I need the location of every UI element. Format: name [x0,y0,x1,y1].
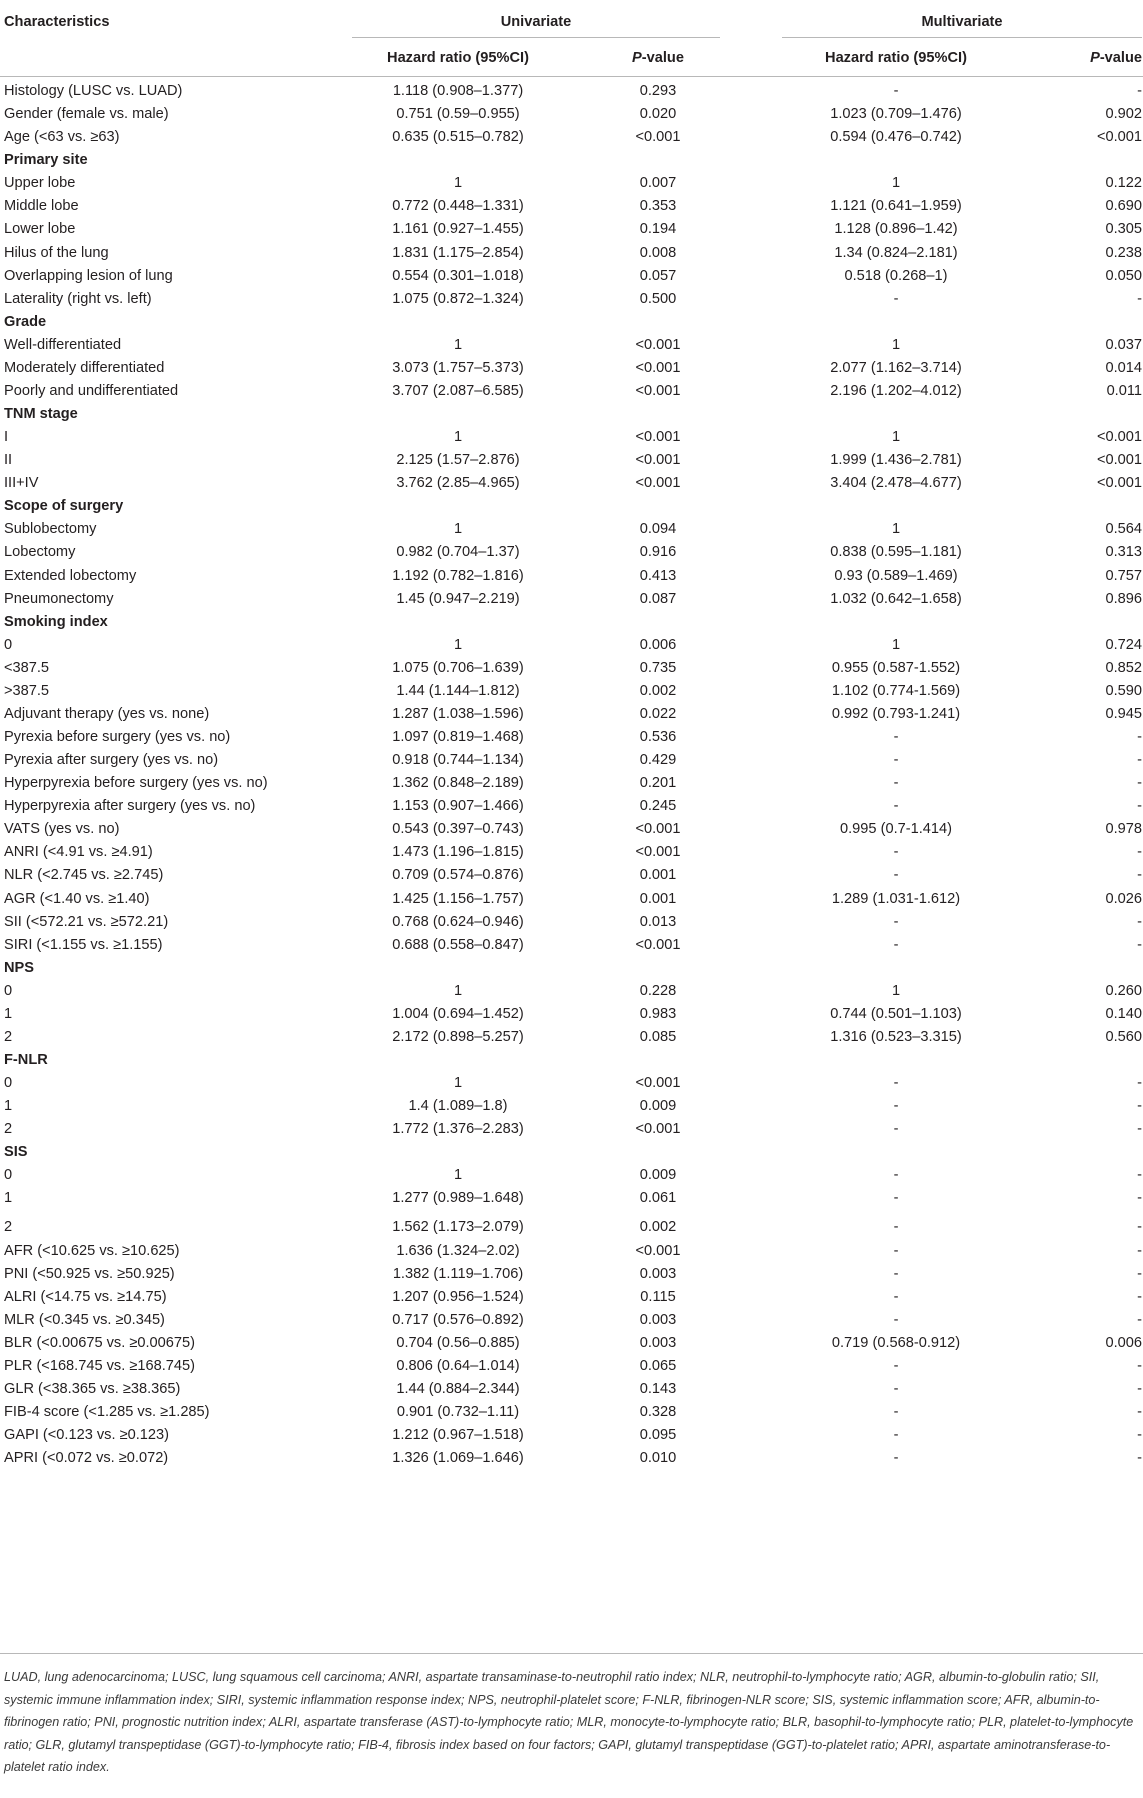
univariate-p-cell: 0.006 [639,636,677,653]
header-bottom-rule [0,76,1143,77]
header-group-rule-univariate [352,37,720,38]
row-label: Pyrexia before surgery (yes vs. no) [4,729,231,745]
univariate-p-cell: <0.001 [635,429,681,446]
univariate-hr-cell: 1 [453,982,463,999]
row-label: ANRI (<4.91 vs. ≥4.91) [4,844,153,861]
multivariate-hr-cell: 1 [891,175,901,192]
multivariate-hr-cell: 1.023 (0.709–1.476) [830,106,962,123]
header-univariate: Univariate [500,14,572,30]
univariate-p-cell: 0.002 [639,682,677,699]
univariate-hr-cell: 1 [453,521,463,538]
multivariate-hr-cell: - [893,1357,899,1374]
multivariate-p-cell: 0.564 [1105,521,1142,538]
univariate-hr-cell: 1.4 (1.089–1.8) [408,1098,508,1115]
header-multivariate-hr: Hazard ratio (95%CI) [825,50,967,66]
univariate-hr-cell: 1.287 (1.038–1.596) [392,705,524,722]
univariate-hr-cell: 0.554 (0.301–1.018) [392,267,524,284]
univariate-p-cell: 0.022 [639,705,677,722]
univariate-p-cell: 0.001 [639,867,677,884]
section-label: Scope of surgery [4,498,124,515]
univariate-hr-cell: 1.075 (0.706–1.639) [392,659,524,676]
multivariate-p-cell: - [1137,1357,1142,1374]
univariate-p-cell: <0.001 [635,336,681,353]
multivariate-p-cell: - [1137,1380,1142,1397]
multivariate-p-cell: - [1137,1219,1142,1236]
multivariate-hr-cell: 0.995 (0.7-1.414) [840,821,952,838]
multivariate-p-cell: <0.001 [1096,452,1142,469]
multivariate-p-cell: - [1137,867,1142,884]
univariate-p-cell: 0.328 [639,1404,677,1420]
univariate-p-cell: 0.429 [639,752,677,768]
univariate-hr-cell: 1.44 (1.144–1.812) [396,682,520,699]
univariate-p-cell: 0.245 [639,798,677,815]
multivariate-hr-cell: - [893,798,899,815]
univariate-p-cell: 0.085 [639,1028,677,1045]
multivariate-hr-cell: 1.121 (0.641–1.959) [830,198,962,215]
multivariate-hr-cell: 1.102 (0.774-1.569) [831,682,961,699]
multivariate-p-cell: 0.140 [1105,1005,1142,1022]
row-label: 2 [4,1219,13,1236]
row-label: Middle lobe [4,198,79,215]
univariate-p-cell: 0.536 [639,729,677,745]
univariate-hr-cell: 0.806 (0.64–1.014) [396,1357,520,1374]
row-label: 0 [4,1075,13,1091]
multivariate-p-cell: <0.001 [1096,129,1142,146]
univariate-hr-cell: 1 [453,1075,463,1091]
univariate-hr-cell: 1.075 (0.872–1.324) [392,290,524,307]
univariate-p-cell: 0.009 [639,1098,677,1115]
row-label: Overlapping lesion of lung [4,267,173,284]
row-label: Sublobectomy [4,521,97,538]
univariate-hr-cell: 0.751 (0.59–0.955) [396,106,520,123]
multivariate-p-cell: 0.590 [1105,682,1142,699]
header-p-rest: -value [1099,50,1142,66]
univariate-p-cell: 0.115 [640,1288,676,1305]
univariate-p-cell: <0.001 [635,936,681,953]
multivariate-p-cell: - [1137,844,1142,861]
multivariate-p-cell: 0.122 [1105,175,1142,192]
row-label: <387.5 [4,659,50,676]
multivariate-p-cell: - [1137,1311,1142,1328]
univariate-p-cell: 0.916 [639,544,677,561]
univariate-hr-cell: 1.207 (0.956–1.524) [392,1288,524,1305]
multivariate-p-cell: 0.945 [1105,705,1142,722]
univariate-hr-cell: 1.153 (0.907–1.466) [392,798,524,815]
multivariate-hr-cell: - [893,1380,899,1397]
univariate-p-cell: <0.001 [635,382,681,399]
section-label: Primary site [4,152,88,169]
univariate-hr-cell: 1.562 (1.173–2.079) [392,1219,524,1236]
multivariate-hr-cell: - [893,83,899,99]
row-label: GAPI (<0.123 vs. ≥0.123) [4,1427,169,1444]
multivariate-p-cell: - [1137,752,1142,768]
univariate-hr-cell: 1.636 (1.324–2.02) [396,1242,520,1259]
header-p-italic: P [1090,50,1100,66]
row-label: Hyperpyrexia after surgery (yes vs. no) [4,798,256,815]
row-label: AFR (<10.625 vs. ≥10.625) [4,1242,180,1259]
univariate-p-cell: 0.003 [639,1265,677,1282]
header-p-rest: -value [641,50,684,66]
univariate-hr-cell: 0.768 (0.624–0.946) [392,913,524,930]
multivariate-hr-cell: 0.594 (0.476–0.742) [830,129,962,146]
row-label: FIB-4 score (<1.285 vs. ≥1.285) [4,1404,210,1420]
multivariate-hr-cell: 3.404 (2.478–4.677) [830,475,962,492]
row-label: AGR (<1.40 vs. ≥1.40) [4,890,150,907]
univariate-hr-cell: 1.192 (0.782–1.816) [392,567,524,584]
univariate-hr-cell: 1.277 (0.989–1.648) [392,1190,524,1207]
univariate-p-cell: 0.003 [639,1311,677,1328]
univariate-hr-cell: 1 [453,175,463,192]
univariate-hr-cell: 2.125 (1.57–2.876) [396,452,520,469]
univariate-p-cell: <0.001 [635,475,681,492]
univariate-hr-cell: 1 [453,429,463,446]
row-label: 2 [4,1028,13,1045]
row-label: 1 [4,1098,13,1115]
multivariate-p-cell: 0.006 [1105,1334,1142,1351]
multivariate-p-cell: 0.313 [1105,544,1142,561]
multivariate-hr-cell: 0.992 (0.793-1.241) [831,705,961,722]
multivariate-hr-cell: 1.316 (0.523–3.315) [830,1028,962,1045]
multivariate-p-cell: - [1137,936,1142,953]
row-label: Lower lobe [4,221,76,238]
univariate-p-cell: <0.001 [635,1121,681,1138]
multivariate-hr-cell: 1.999 (1.436–2.781) [830,452,962,469]
row-label: PNI (<50.925 vs. ≥50.925) [4,1265,175,1282]
row-label: II [4,452,13,469]
multivariate-hr-cell: - [893,1404,899,1420]
multivariate-hr-cell: 1 [891,336,901,353]
multivariate-p-cell: - [1137,775,1142,792]
multivariate-hr-cell: 1 [891,982,901,999]
multivariate-hr-cell: - [893,290,899,307]
multivariate-hr-cell: - [893,1427,899,1444]
univariate-hr-cell: 1 [453,1167,463,1184]
univariate-hr-cell: 1.097 (0.819–1.468) [392,729,524,745]
multivariate-p-cell: - [1137,1450,1142,1467]
multivariate-p-cell: - [1137,1167,1142,1184]
multivariate-hr-cell: - [893,913,899,930]
multivariate-p-cell: 0.260 [1105,982,1142,999]
univariate-p-cell: 0.735 [639,659,677,676]
row-label: Pyrexia after surgery (yes vs. no) [4,752,219,768]
multivariate-hr-cell: 1.34 (0.824–2.181) [834,244,958,261]
row-label: Extended lobectomy [4,567,137,584]
univariate-hr-cell: 1.118 (0.908–1.377) [392,83,524,99]
multivariate-hr-cell: - [893,1311,899,1328]
univariate-p-cell: 0.013 [639,913,677,930]
multivariate-p-cell: 0.011 [1106,382,1142,399]
multivariate-hr-cell: - [893,775,899,792]
row-label: MLR (<0.345 vs. ≥0.345) [4,1311,165,1328]
multivariate-p-cell: 0.560 [1105,1028,1142,1045]
univariate-p-cell: 0.002 [639,1219,677,1236]
row-label: Gender (female vs. male) [4,106,169,123]
univariate-p-cell: 0.001 [639,890,677,907]
section-label: TNM stage [4,406,78,422]
row-label: 0 [4,1167,13,1184]
multivariate-hr-cell: - [893,844,899,861]
univariate-hr-cell: 0.772 (0.448–1.331) [392,198,524,215]
multivariate-hr-cell: - [893,1167,899,1184]
univariate-p-cell: <0.001 [635,129,681,146]
row-label: ALRI (<14.75 vs. ≥14.75) [4,1288,167,1305]
univariate-p-cell: 0.009 [639,1167,677,1184]
section-label: Grade [4,313,47,330]
multivariate-p-cell: - [1137,729,1142,745]
multivariate-p-cell: <0.001 [1096,475,1142,492]
univariate-hr-cell: 1.425 (1.156–1.757) [392,890,524,907]
header-univariate-p [596,48,720,68]
multivariate-hr-cell: 0.838 (0.595–1.181) [830,544,962,561]
header-multivariate: Multivariate [921,14,1003,30]
univariate-hr-cell: 1.362 (0.848–2.189) [392,775,524,792]
univariate-hr-cell: 0.709 (0.574–0.876) [392,867,524,884]
multivariate-hr-cell: - [893,1288,899,1305]
row-label: I [4,429,9,446]
multivariate-hr-cell: - [893,1098,899,1115]
univariate-hr-cell: 1.772 (1.376–2.283) [392,1121,524,1138]
multivariate-hr-cell: 0.93 (0.589–1.469) [834,567,958,584]
section-label: SIS [4,1144,28,1161]
row-label: Histology (LUSC vs. LUAD) [4,83,183,99]
univariate-hr-cell: 2.172 (0.898–5.257) [392,1028,524,1045]
univariate-hr-cell: 0.704 (0.56–0.885) [396,1334,520,1351]
row-label: 1 [4,1190,13,1207]
row-label: APRI (<0.072 vs. ≥0.072) [4,1450,169,1467]
univariate-p-cell: 0.020 [639,106,677,123]
univariate-p-cell: 0.413 [639,567,677,584]
multivariate-p-cell: <0.001 [1096,429,1142,446]
multivariate-hr-cell: - [893,1121,899,1138]
table-bottom-rule [0,1653,1143,1654]
univariate-p-cell: 0.500 [639,290,677,307]
row-label: Pneumonectomy [4,590,114,607]
multivariate-p-cell: 0.050 [1105,267,1142,284]
multivariate-p-cell: - [1137,1288,1142,1305]
univariate-p-cell: 0.007 [639,175,677,192]
multivariate-p-cell: 0.978 [1105,821,1142,838]
multivariate-hr-cell: 1 [891,521,901,538]
multivariate-p-cell: - [1137,1265,1142,1282]
multivariate-p-cell: - [1137,798,1142,815]
multivariate-hr-cell: - [893,752,899,768]
table-footnote: LUAD, lung adenocarcinoma; LUSC, lung squamous cell carcinoma; ANRI, aspartate transaminase-to-neutrophil ratio index; NLR, neutrophil-to-lymphocyte ratio; AGR, albumin-to-globulin ratio; SII, systemic immune inflammation index; SIRI, systemic inflammation response index; NPS, neutrophil-platelet score; F-NLR, fibrinogen-NLR score; SIS, systemic inflammation score; AFR, albumin-to-fibrinogen ratio; PNI, prognostic nutrition index; ALRI, aspartate transferase (AST)-to-lymphocyte ratio; MLR, monocyte-to-lymphocyte ratio; BLR, basophil-to-lymphocyte ratio; PLR, platelet-to-lymphocyte ratio; GLR, glutamyl transpeptidase (GGT)-to-lymphocyte ratio; FIB-4, fibrosis index based on four factors; GAPI, glutamyl transpeptidase (GGT)-to-platelet ratio; APRI, aspartate aminotransferase-to-platelet ratio index. [4,1670,1134,1774]
univariate-p-cell: <0.001 [635,821,681,838]
multivariate-hr-cell: - [893,936,899,953]
multivariate-p-cell: - [1137,1427,1142,1444]
row-label: Hyperpyrexia before surgery (yes vs. no) [4,775,268,792]
univariate-p-cell: 0.065 [639,1357,677,1374]
multivariate-p-cell: - [1137,1121,1142,1138]
row-label: III+IV [4,475,39,492]
univariate-hr-cell: 0.717 (0.576–0.892) [392,1311,524,1328]
row-label: 1 [4,1005,13,1022]
multivariate-p-cell: - [1137,1098,1142,1115]
univariate-hr-cell: 0.543 (0.397–0.743) [392,821,524,838]
header-p-italic: P [632,50,642,66]
univariate-p-cell: 0.061 [639,1190,677,1207]
multivariate-hr-cell: 1 [891,429,901,446]
multivariate-hr-cell: - [893,1242,899,1259]
row-label: Adjuvant therapy (yes vs. none) [4,705,210,722]
multivariate-hr-cell: - [893,729,899,745]
multivariate-p-cell: 0.757 [1105,567,1142,584]
univariate-p-cell: 0.353 [639,198,677,215]
multivariate-p-cell: - [1137,913,1142,930]
univariate-hr-cell: 1 [453,636,463,653]
univariate-hr-cell: 3.707 (2.087–6.585) [392,382,524,399]
univariate-p-cell: 0.057 [639,267,677,284]
multivariate-hr-cell: - [893,1265,899,1282]
row-label: 2 [4,1121,13,1138]
multivariate-p-cell: - [1137,1190,1142,1207]
univariate-p-cell: 0.143 [639,1380,677,1397]
multivariate-p-cell: 0.238 [1105,244,1142,261]
multivariate-hr-cell: 0.955 (0.587-1.552) [831,659,961,676]
univariate-p-cell: 0.003 [639,1334,677,1351]
row-label: GLR (<38.365 vs. ≥38.365) [4,1380,181,1397]
univariate-hr-cell: 0.688 (0.558–0.847) [392,936,524,953]
multivariate-hr-cell: 1.128 (0.896–1.42) [834,221,958,238]
multivariate-hr-cell: 1 [891,636,901,653]
multivariate-hr-cell: 1.289 (1.031-1.612) [831,890,961,907]
univariate-hr-cell: 1.45 (0.947–2.219) [396,590,520,607]
row-label: 0 [4,982,13,999]
row-label: Lobectomy [4,544,76,561]
row-label: Laterality (right vs. left) [4,290,152,307]
univariate-p-cell: 0.293 [639,83,677,99]
univariate-hr-cell: 3.762 (2.85–4.965) [396,475,520,492]
multivariate-hr-cell: - [893,1219,899,1236]
multivariate-p-cell: 0.305 [1105,221,1142,238]
univariate-p-cell: 0.008 [639,244,677,261]
row-label: Age (<63 vs. ≥63) [4,129,120,146]
multivariate-p-cell: - [1137,1242,1142,1259]
multivariate-hr-cell: 0.744 (0.501–1.103) [830,1005,962,1022]
section-label: F-NLR [4,1051,48,1068]
univariate-p-cell: <0.001 [635,1075,681,1091]
header-characteristics: Characteristics [4,14,110,30]
header-univariate-hr: Hazard ratio (95%CI) [387,50,529,66]
univariate-p-cell: 0.983 [639,1005,677,1022]
multivariate-p-cell: 0.902 [1105,106,1142,123]
multivariate-p-cell: 0.690 [1105,198,1142,215]
multivariate-hr-cell: 0.518 (0.268–1) [844,267,948,284]
row-label: Poorly and undifferentiated [4,382,179,399]
univariate-p-cell: 0.010 [639,1450,677,1467]
multivariate-p-cell: 0.896 [1105,590,1142,607]
multivariate-hr-cell: - [893,1190,899,1207]
row-label: SII (<572.21 vs. ≥572.21) [4,913,169,930]
row-label: >387.5 [4,682,50,699]
univariate-p-cell: 0.094 [639,521,677,538]
row-label: SIRI (<1.155 vs. ≥1.155) [4,936,163,953]
univariate-hr-cell: 1.212 (0.967–1.518) [392,1427,524,1444]
row-label: Well-differentiated [4,336,122,353]
univariate-hr-cell: 1.326 (1.069–1.646) [392,1450,524,1467]
row-label: BLR (<0.00675 vs. ≥0.00675) [4,1334,195,1351]
multivariate-hr-cell: - [893,867,899,884]
multivariate-hr-cell: - [893,1075,899,1091]
univariate-hr-cell: 0.918 (0.744–1.134) [392,752,524,768]
multivariate-hr-cell: 1.032 (0.642–1.658) [830,590,962,607]
section-label: NPS [4,959,35,976]
univariate-hr-cell: 1.004 (0.694–1.452) [392,1005,524,1022]
row-label: VATS (yes vs. no) [4,821,120,838]
multivariate-p-cell: 0.026 [1105,890,1142,907]
multivariate-p-cell: - [1137,1404,1142,1420]
univariate-hr-cell: 0.901 (0.732–1.11) [396,1404,520,1420]
multivariate-p-cell: - [1137,83,1142,99]
section-label: Smoking index [4,613,108,630]
univariate-hr-cell: 0.982 (0.704–1.37) [396,544,520,561]
univariate-p-cell: <0.001 [635,359,681,376]
univariate-hr-cell: 0.635 (0.515–0.782) [392,129,524,146]
univariate-hr-cell: 1.473 (1.196–1.815) [392,844,524,861]
row-label: NLR (<2.745 vs. ≥2.745) [4,867,164,884]
multivariate-hr-cell: 2.077 (1.162–3.714) [830,359,962,376]
univariate-hr-cell: 3.073 (1.757–5.373) [392,359,524,376]
multivariate-hr-cell: 2.196 (1.202–4.012) [830,382,962,399]
univariate-p-cell: 0.201 [639,775,677,792]
row-label: Moderately differentiated [4,359,165,376]
row-label: PLR (<168.745 vs. ≥168.745) [4,1357,195,1374]
univariate-hr-cell: 1.831 (1.175–2.854) [392,244,524,261]
row-label: 0 [4,636,13,653]
row-label: Hilus of the lung [4,244,109,261]
univariate-hr-cell: 1 [453,336,463,353]
univariate-hr-cell: 1.161 (0.927–1.455) [392,221,524,238]
multivariate-hr-cell: 0.719 (0.568-0.912) [831,1334,961,1351]
multivariate-p-cell: - [1137,290,1142,307]
multivariate-p-cell: 0.852 [1105,659,1142,676]
multivariate-p-cell: 0.014 [1105,359,1142,376]
header-group-rule-multivariate [782,37,1142,38]
row-label: Upper lobe [4,175,76,192]
multivariate-p-cell: 0.724 [1105,636,1142,653]
univariate-p-cell: <0.001 [635,844,681,861]
univariate-p-cell: 0.228 [639,982,677,999]
univariate-p-cell: 0.087 [639,590,677,607]
header-multivariate-p [1040,48,1142,68]
univariate-p-cell: <0.001 [635,452,681,469]
univariate-p-cell: 0.194 [639,221,677,238]
multivariate-p-cell: - [1137,1075,1142,1091]
multivariate-hr-cell: - [893,1450,899,1467]
multivariate-p-cell: 0.037 [1105,336,1142,353]
univariate-p-cell: <0.001 [635,1242,681,1259]
univariate-hr-cell: 1.382 (1.119–1.706) [392,1265,524,1282]
univariate-p-cell: 0.095 [639,1427,677,1444]
univariate-hr-cell: 1.44 (0.884–2.344) [396,1380,520,1397]
